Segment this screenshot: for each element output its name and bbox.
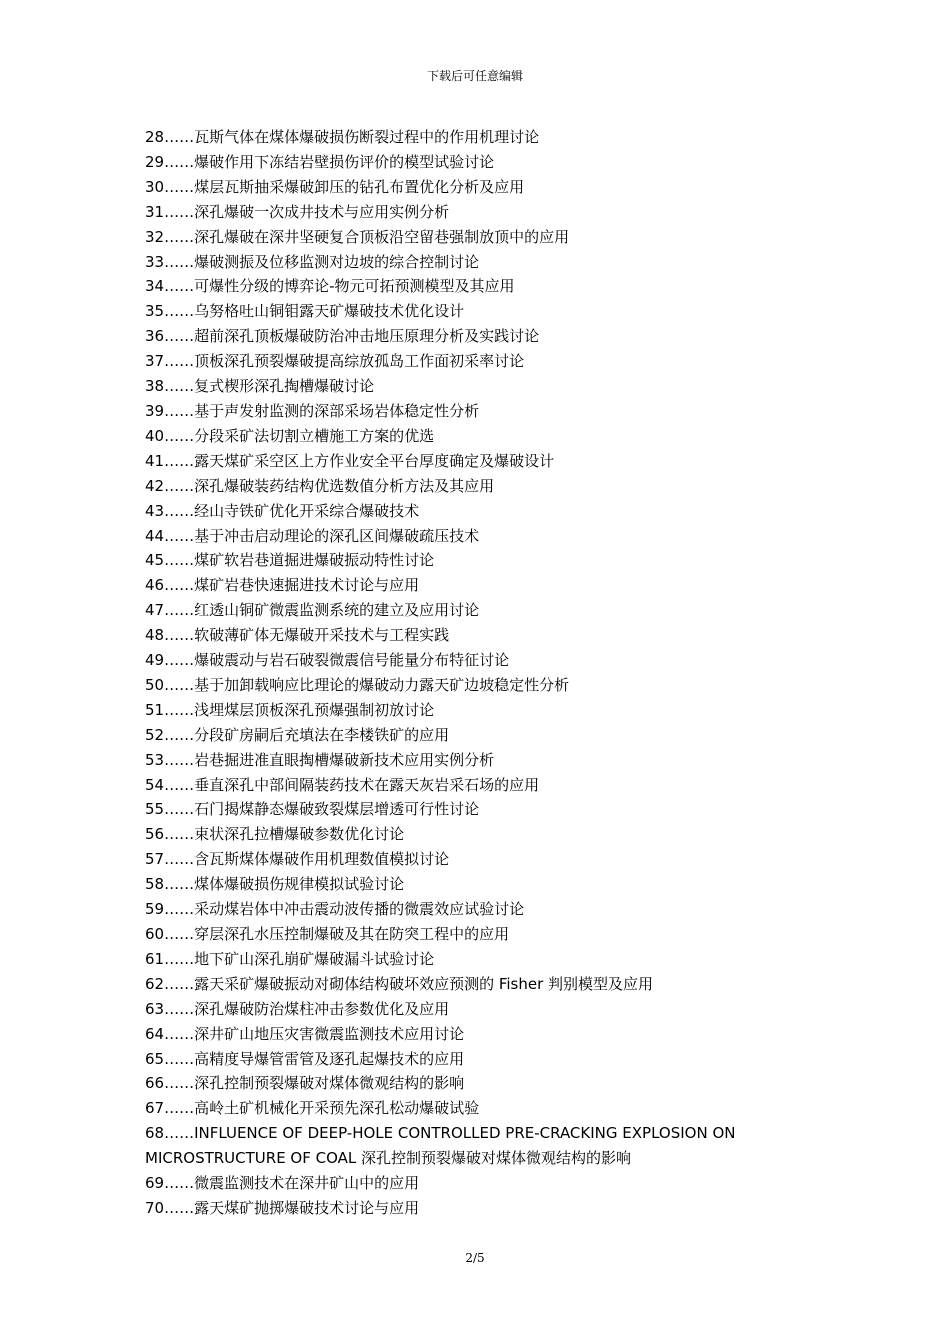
- list-item: 66……深孔控制预裂爆破对煤体微观结构的影响: [145, 1074, 465, 1093]
- list-item: 36……超前深孔顶板爆破防治冲击地压原理分析及实践讨论: [145, 327, 540, 346]
- list-item: 33……爆破测振及位移监测对边坡的综合控制讨论: [145, 252, 480, 271]
- list-item: 61……地下矿山深孔崩矿爆破漏斗试验讨论: [145, 949, 435, 968]
- page-header: 下载后可任意编辑: [426, 69, 523, 83]
- list-item: 63……深孔爆破防治煤柱冲击参数优化及应用: [145, 999, 450, 1018]
- list-item: 60……穿层深孔水压控制爆破及其在防突工程中的应用: [145, 925, 510, 943]
- list-item: 34……可爆性分级的博弈论-物元可拓预测模型及其应用: [145, 277, 515, 296]
- list-item: 53……岩巷掘进准直眼掏槽爆破新技术应用实例分析: [145, 750, 495, 769]
- list-item: 45……煤矿软岩巷道掘进爆破振动特性讨论: [145, 551, 435, 570]
- list-item: 70……露天煤矿抛掷爆破技术讨论与应用: [145, 1198, 420, 1217]
- list-item: 58……煤体爆破损伤规律模拟试验讨论: [145, 875, 405, 894]
- list-item: 29……爆破作用下冻结岩壁损伤评价的模型试验讨论: [145, 152, 495, 171]
- list-item: 50……基于加卸载响应比理论的爆破动力露天矿边坡稳定性分析: [145, 675, 570, 694]
- list-item: 56……束状深孔拉槽爆破参数优化讨论: [145, 825, 405, 844]
- list-item: 65……高精度导爆管雷管及逐孔起爆技术的应用: [145, 1049, 465, 1068]
- list-item: 28……瓦斯气体在煤体爆破损伤断裂过程中的作用机理讨论: [145, 128, 540, 146]
- list-item: 35……乌努格吐山铜钼露天矿爆破技术优化设计: [145, 302, 465, 321]
- list-item: 67……高岭土矿机械化开采预先深孔松动爆破试验: [145, 1099, 480, 1118]
- list-item: 54……垂直深孔中部间隔装药技术在露天灰岩采石场的应用: [145, 775, 540, 794]
- list-item: 41……露天煤矿采空区上方作业安全平台厚度确定及爆破设计: [145, 451, 555, 470]
- list-item: 40……分段采矿法切割立槽施工方案的优选: [145, 426, 435, 445]
- list-item: 31……深孔爆破一次成井技术与应用实例分析: [145, 202, 450, 221]
- list-item: 30……煤层瓦斯抽采爆破卸压的钻孔布置优化分析及应用: [145, 177, 525, 196]
- list-item: 38……复式楔形深孔掏槽爆破讨论: [145, 377, 375, 396]
- list-item: 39……基于声发射监测的深部采场岩体稳定性分析: [145, 401, 480, 420]
- list-item: 69……微震监测技术在深井矿山中的应用: [145, 1174, 420, 1193]
- list-item: 62……露天采矿爆破振动对砌体结构破坏效应预测的 Fisher 判别模型及应用: [145, 974, 654, 993]
- list-item: 57……含瓦斯煤体爆破作用机理数值模拟讨论: [145, 850, 450, 869]
- list-item: 44……基于冲击启动理论的深孔区间爆破疏压技术: [145, 526, 480, 545]
- list-item: 59……采动煤岩体中冲击震动波传播的微震效应试验讨论: [145, 900, 525, 919]
- list-item: 48……软破薄矿体无爆破开采技术与工程实践: [145, 626, 450, 645]
- list-item: 32……深孔爆破在深井坚硬复合顶板沿空留巷强制放顶中的应用: [145, 227, 570, 246]
- page-number: 2/5: [465, 1251, 485, 1265]
- list-item: 49……爆破震动与岩石破裂微震信号能量分布特征讨论: [145, 651, 510, 670]
- list-item: 37……顶板深孔预裂爆破提高综放孤岛工作面初采率讨论: [145, 352, 525, 371]
- reference-list: [145, 125, 825, 1221]
- list-item: 68……INFLUENCE OF DEEP-HOLE CONTROLLED PRE-CRACKING EXPLOSION ON MICROSTRUCTURE OF COAL 深孔控制预裂爆破对煤体微观结构的影响: [145, 1124, 736, 1168]
- list-item: 42……深孔爆破装药结构优选数值分析方法及其应用: [145, 476, 495, 495]
- list-item: 46……煤矿岩巷快速掘进技术讨论与应用: [145, 576, 420, 595]
- list-item: 47……红透山铜矿微震监测系统的建立及应用讨论: [145, 601, 480, 620]
- list-item: 52……分段矿房嗣后充填法在李楼铁矿的应用: [145, 725, 450, 744]
- list-item: 43……经山寺铁矿优化开采综合爆破技术: [145, 501, 420, 520]
- list-item: 64……深井矿山地压灾害微震监测技术应用讨论: [145, 1024, 465, 1043]
- list-item: 55……石门揭煤静态爆破致裂煤层增透可行性讨论: [145, 800, 480, 819]
- list-item: 51……浅埋煤层顶板深孔预爆强制初放讨论: [145, 700, 435, 719]
